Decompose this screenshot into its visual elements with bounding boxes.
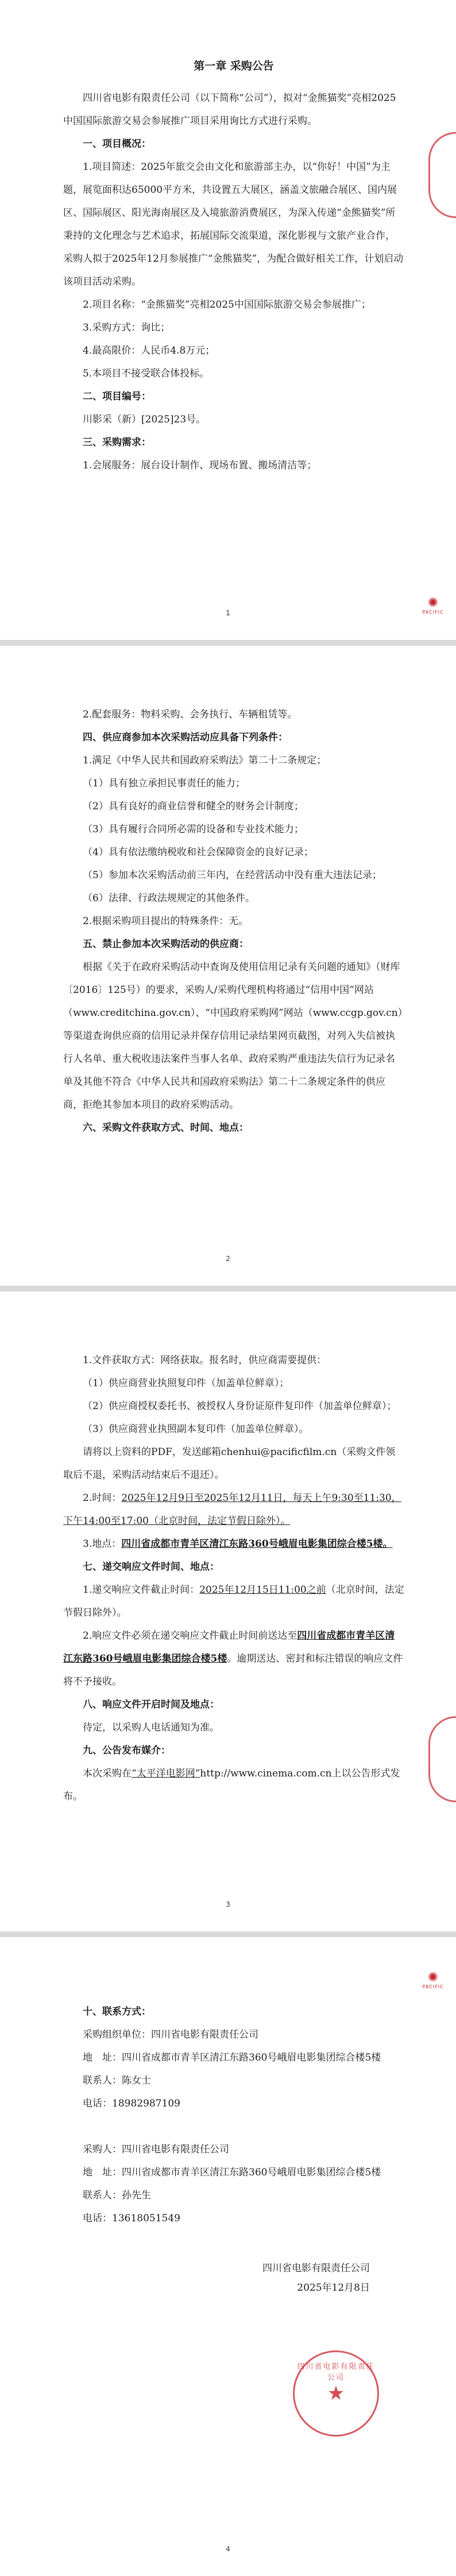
section-4-special: 2.根据采购项目提出的特殊条件：无。 <box>83 915 249 927</box>
buyer-address: 地 址：四川省成都市青羊区清江东路360号峨眉电影集团综合楼5楼 <box>83 2052 381 2063</box>
doc-access-item-3: （3）供应商营业执照副本复印件（加盖单位鲜章）。 <box>83 1423 309 1435</box>
section-9-body: 本次采购在“太平洋电影网”http://www.cinema.com.cn上以公告形式发布。 <box>63 1768 400 1802</box>
section-1-item-2: 2.项目名称：“金熊猫奖”亮相2025中国国际旅游交易会参展推广； <box>83 299 371 311</box>
pacific-logo: ✺ PACIFIC <box>416 597 450 615</box>
section-4-item-2: （2）具有良好的商业信誉和健全的财务会计制度； <box>83 801 304 812</box>
section-3-item-2: 2.配套服务：物料采购、会务执行、车辆租赁等。 <box>83 709 297 720</box>
page-number: 4 <box>226 2545 230 2553</box>
buyer-org: 采购组织单位：四川省电影有限责任公司 <box>83 2029 258 2040</box>
edge-seal-stamp <box>428 132 456 218</box>
section-1-item-5: 5.本项目不接受联合体投标。 <box>83 368 210 379</box>
section-5-body: 根据《关于在政府采购活动中查询及使用信用记录有关问题的通知》（财库〔2016〕125号）的要求，采购人/采购代理机构将通过“信用中国”网站（www.creditchina.gov.cn）、“中国政府采购网”网站（www.ccgp.gov.cn）等渠道查询供应商的信用记录并保存信用记录结果网页截图，对列入失信被执行人名单、重大税收违法案件当事人名单、政府采购严重违法失信行为记录名单及其他不符合《中华人民共和国政府采购法》第二十二条规定条件的供应商，拒绝其参加本项目的政府采购活动。 <box>63 961 403 1111</box>
edge-seal-stamp <box>428 1716 456 1802</box>
pacific-logo-icon: ✺ <box>427 596 439 610</box>
signature-company: 四川省电影有限责任公司 <box>262 2263 370 2274</box>
section-1-item-3: 3.采购方式：询比； <box>83 322 171 333</box>
pacific-logo: ✺ PACIFIC <box>416 1972 450 1989</box>
section-8-title: 八、响应文件开启时间及地点： <box>83 1699 219 1710</box>
purchaser-contact: 联系人：孙先生 <box>83 2190 151 2201</box>
section-2-body: 川影采（新）[2025]23号。 <box>83 414 206 425</box>
buyer-phone: 电话：18982987109 <box>83 2098 180 2109</box>
section-4-item-3: （3）具有履行合同所必需的设备和专业技术能力； <box>83 824 304 835</box>
page-number: 2 <box>226 1255 230 1263</box>
signature-block <box>63 2259 404 2298</box>
section-4-intro: 1.满足《中华人民共和国政府采购法》第二十二条规定； <box>83 755 327 766</box>
buyer-contact: 联系人：陈女士 <box>83 2075 151 2086</box>
doc-access-time: 2.时间：2025年12月9日至2025年12月11日，每天上午9:30至11:30，下午14:00至17:00（北京时间，法定节假日除外）。 <box>63 1492 401 1527</box>
section-1-item-1: 1.项目简述：2025年旅交会由文化和旅游部主办，以“你好！中国”为主题，展览面积达65000平方米，共设置五大展区，涵盖文旅融合展区、国内展区、国际展区、阳光海南展区及入境旅游消费展区，为深入传递“金熊猫奖”所秉持的文化理念与艺术追求，拓展国际交流渠道，深化影视与文旅产业合作，采购人拟于2025年12月参展推广“金熊猫奖”，为配合做好相关工作，计划启动该项目活动采购。 <box>63 161 404 288</box>
signature-date: 2025年12月8日 <box>297 2282 370 2294</box>
document-page-1 <box>0 0 456 640</box>
doc-access-method: 1.文件获取方式：网络获取。报名时，供应商需要提供： <box>83 1355 327 1366</box>
purchaser-org: 采购人：四川省电影有限责任公司 <box>83 2144 229 2155</box>
section-4-item-5: （5）参加本次采购活动前三年内，在经营活动中没有重大违法记录； <box>83 870 382 881</box>
section-1-item-4: 4.最高限价：人民币4.8万元； <box>83 345 215 356</box>
section-4-item-6: （6）法律、行政法规规定的其他条件。 <box>83 893 255 904</box>
section-6-title: 六、采购文件获取方式、时间、地点： <box>83 1122 249 1134</box>
doc-access-item-2: （2）供应商授权委托书、被授权人身份证原件复印件（加盖单位鲜章）； <box>83 1400 397 1412</box>
doc-access-email: 请将以上资料的PDF，发送邮箱chenhui@pacificfilm.cn（采购文件领取后不退，采购活动结束后不退还）。 <box>63 1446 396 1481</box>
purchaser-phone: 电话：13618051549 <box>83 2213 180 2224</box>
company-seal: 四川省电影有限责任公司 ★ <box>293 2350 379 2437</box>
section-2-title: 二、项目编号： <box>83 391 151 402</box>
page-number: 3 <box>226 1900 230 1908</box>
section-4-item-4: （4）具有依法缴纳税收和社会保障资金的良好记录； <box>83 847 314 858</box>
section-10-title: 十、联系方式： <box>83 2006 151 2018</box>
document-page-2 <box>0 646 456 1286</box>
section-4-item-1: （1）具有独立承担民事责任的能力； <box>83 778 245 789</box>
section-1-title: 一、项目概况： <box>83 138 151 150</box>
section-9-title: 九、公告发布媒介： <box>83 1745 171 1756</box>
section-7-deadline: 1.递交响应文件截止时间：2025年12月15日11:00之前（北京时间，法定节假日除外）。 <box>63 1584 404 1619</box>
doc-access-item-1: （1）供应商营业执照复印件（加盖单位鲜章）； <box>83 1378 289 1389</box>
section-4-title: 四、供应商参加本次采购活动应具备下列条件： <box>83 732 288 743</box>
section-5-title: 五、禁止参加本次采购活动的供应商： <box>83 938 249 950</box>
intro-paragraph: 四川省电影有限责任公司（以下简称“公司”），拟对“金熊猫奖”亮相2025中国国际旅游交易会参展推广项目采用询比方式进行采购。 <box>63 92 396 127</box>
doc-access-place: 3.地点：四川省成都市青羊区清江东路360号峨眉电影集团综合楼5楼。 <box>83 1538 393 1550</box>
section-8-body: 待定，以采购人电话通知为准。 <box>83 1722 219 1733</box>
section-3-item-1: 1.会展服务：展台设计制作、现场布置、搬场清洁等； <box>83 460 317 471</box>
section-3-title: 三、采购需求： <box>83 437 151 448</box>
section-7-delivery: 2.响应文件必须在递交响应文件截止时间前送达至四川省成都市青羊区清江东路360号峨眉电影集团综合楼5楼。逾期送达、密封和标注错误的响应文件将不予接收。 <box>63 1630 403 1687</box>
document-page-3 <box>0 1291 456 1931</box>
section-7-title: 七、递交响应文件时间、地点： <box>83 1561 219 1573</box>
seal-star-icon: ★ <box>327 2382 345 2405</box>
page-number: 1 <box>226 609 230 617</box>
pacific-logo-icon: ✺ <box>427 1970 439 1985</box>
chapter-title: 第一章 采购公告 <box>194 60 274 72</box>
document-page-4 <box>0 1937 456 2576</box>
purchaser-address: 地 址：四川省成都市青羊区清江东路360号峨眉电影集团综合楼5楼 <box>83 2167 381 2178</box>
